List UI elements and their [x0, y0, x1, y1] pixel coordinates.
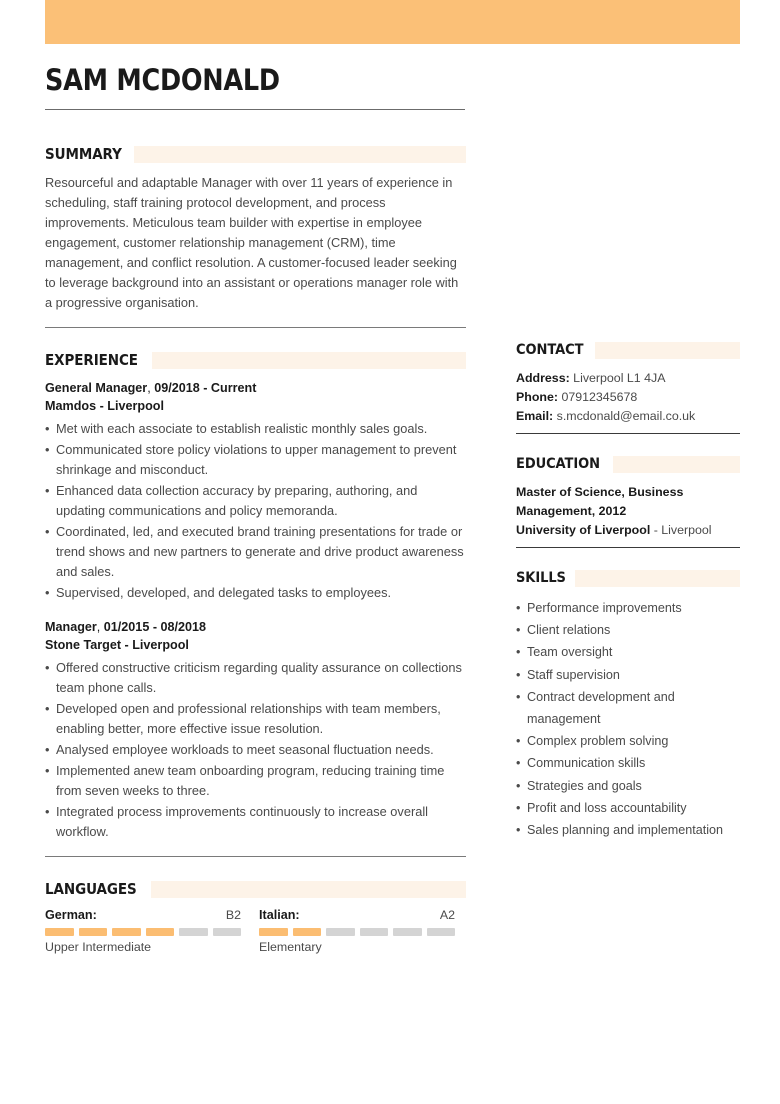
- summary-heading-highlight: [134, 146, 466, 163]
- spacer: [45, 328, 466, 350]
- contact-address-line: [516, 369, 740, 388]
- languages-heading-highlight: [151, 881, 466, 898]
- education-field: Business Management: [516, 485, 684, 518]
- job-bullet: • Supervised, developed, and delegated tasks to employees.: [45, 583, 466, 603]
- left-column: [45, 144, 466, 956]
- education-heading-highlight: [613, 456, 740, 473]
- job-separator: ,: [147, 381, 155, 395]
- language-item: [259, 908, 455, 956]
- education-section: [516, 454, 740, 548]
- proficiency-segment: [393, 928, 422, 936]
- job-bullet: • Offered constructive criticism regarding quality assurance on collections team phone calls.: [45, 658, 466, 698]
- summary-heading: [45, 144, 466, 164]
- experience-entry: [45, 379, 466, 603]
- job-bullets: [45, 658, 466, 842]
- spacer: [516, 548, 740, 568]
- job-title-line: [45, 618, 466, 636]
- contact-phone-label: Phone:: [516, 390, 558, 404]
- languages-heading-label: LANGUAGES: [45, 880, 137, 898]
- skill-item: • Profit and loss accountability: [516, 797, 740, 819]
- skill-item: • Team oversight: [516, 641, 740, 663]
- language-name: German:: [45, 908, 97, 922]
- education-field-separator: ,: [591, 504, 599, 518]
- experience-entry: [45, 618, 466, 842]
- contact-phone-line: [516, 388, 740, 407]
- language-proficiency-bars: [45, 928, 241, 936]
- job-separator: ,: [96, 620, 104, 634]
- skill-item: • Communication skills: [516, 752, 740, 774]
- skill-item: • Contract development and management: [516, 686, 740, 730]
- proficiency-segment: [360, 928, 389, 936]
- skill-item: • Staff supervision: [516, 664, 740, 686]
- contact-heading-highlight: [595, 342, 740, 359]
- contact-section: [516, 340, 740, 434]
- skills-heading-label: SKILLS: [516, 570, 566, 586]
- language-header-row: [45, 908, 241, 922]
- name-block: [45, 63, 465, 110]
- job-bullet: • Met with each associate to establish realistic monthly sales goals.: [45, 419, 466, 439]
- proficiency-segment: [79, 928, 108, 936]
- skill-item: • Performance improvements: [516, 597, 740, 619]
- languages-list: [45, 908, 466, 956]
- proficiency-segment: [293, 928, 322, 936]
- job-role: General Manager: [45, 381, 148, 395]
- summary-heading-label: SUMMARY: [45, 145, 122, 163]
- languages-heading: [45, 879, 466, 899]
- skills-heading-highlight: [575, 570, 740, 587]
- job-bullet: • Implemented anew team onboarding program, reducing training time from seven weeks to three.: [45, 761, 466, 801]
- education-heading-label: EDUCATION: [516, 456, 600, 472]
- proficiency-segment: [146, 928, 175, 936]
- education-institution: University of Liverpool: [516, 523, 651, 537]
- proficiency-segment: [45, 928, 74, 936]
- education-heading: [516, 454, 740, 474]
- proficiency-segment: [112, 928, 141, 936]
- spacer: [45, 604, 466, 618]
- education-degree-separator: ,: [621, 485, 629, 499]
- education-degree: Master of Science: [516, 485, 622, 499]
- contact-address-value: Liverpool L1 4JA: [573, 371, 666, 385]
- job-company: Stone Target - Liverpool: [45, 638, 189, 652]
- education-location: Liverpool: [661, 523, 712, 537]
- language-header-row: [259, 908, 455, 922]
- spacer: [516, 434, 740, 454]
- proficiency-segment: [213, 928, 242, 936]
- skill-item: • Client relations: [516, 619, 740, 641]
- summary-section: [45, 144, 466, 328]
- contact-heading-label: CONTACT: [516, 342, 584, 358]
- proficiency-segment: [259, 928, 288, 936]
- education-institution-line: [516, 521, 740, 540]
- contact-address-label: Address:: [516, 371, 570, 385]
- contact-email-value: s.mcdonald@email.co.uk: [556, 409, 696, 423]
- job-bullet: • Developed open and professional relationships with team members, enabling better, more effective issue resolution.: [45, 699, 466, 739]
- contact-email-label: Email:: [516, 409, 554, 423]
- job-dates: 01/2015 - 08/2018: [103, 620, 207, 634]
- job-company: Mamdos - Liverpool: [45, 399, 164, 413]
- experience-heading-label: EXPERIENCE: [45, 351, 138, 369]
- contact-email-line: [516, 407, 740, 426]
- language-level-code: B2: [225, 908, 241, 922]
- experience-heading-highlight: [152, 352, 466, 369]
- skill-item: • Complex problem solving: [516, 730, 740, 752]
- header-accent-bar: [45, 0, 740, 44]
- skills-section: [516, 568, 740, 841]
- proficiency-segment: [179, 928, 208, 936]
- language-item: [45, 908, 241, 956]
- name-divider: [45, 109, 465, 110]
- job-dates: 09/2018 - Current: [154, 381, 257, 395]
- job-bullet: • Enhanced data collection accuracy by preparing, authoring, and updating communications and policy memoranda.: [45, 481, 466, 521]
- skill-item: • Strategies and goals: [516, 775, 740, 797]
- job-bullet: • Analysed employee workloads to meet seasonal fluctuation needs.: [45, 740, 466, 760]
- experience-section: [45, 350, 466, 857]
- spacer: [45, 857, 466, 879]
- language-level-code: A2: [439, 908, 455, 922]
- contact-phone-value: 07912345678: [561, 390, 638, 404]
- proficiency-segment: [427, 928, 456, 936]
- language-description: Elementary: [259, 940, 322, 954]
- job-role: Manager: [45, 620, 97, 634]
- right-column: [516, 340, 740, 841]
- experience-heading: [45, 350, 466, 370]
- language-name: Italian:: [259, 908, 300, 922]
- education-institution-separator: -: [650, 523, 662, 537]
- language-description: Upper Intermediate: [45, 940, 152, 954]
- language-proficiency-bars: [259, 928, 455, 936]
- contact-heading: [516, 340, 740, 360]
- job-bullet: • Integrated process improvements continuously to increase overall workflow.: [45, 802, 466, 842]
- skills-heading: [516, 568, 740, 588]
- skill-item: • Sales planning and implementation: [516, 819, 740, 841]
- languages-section: [45, 879, 466, 956]
- job-bullets: [45, 419, 466, 603]
- page-title: SAM MCDONALD: [45, 63, 280, 97]
- skills-list: [516, 597, 740, 841]
- job-title-line: [45, 379, 466, 397]
- education-year: 2012: [598, 504, 627, 518]
- summary-text: Resourceful and adaptable Manager with over 11 years of experience in scheduling, staff training protocol development, and process improvements. Meticulous team builder with expertise in employee engagement, customer relationship management (CRM), time management, and conflict resolution. A customer-focused leader seeking to leverage background into an assistant or operations manager role with a progressive organisation.: [45, 175, 459, 310]
- job-bullet: • Communicated store policy violations to upper management to prevent shrinkage and misconduct.: [45, 440, 466, 480]
- education-degree-line: [516, 483, 740, 521]
- proficiency-segment: [326, 928, 355, 936]
- job-bullet: • Coordinated, led, and executed brand training presentations for trade or trend shows and new partners to generate and drive product awareness and sales.: [45, 522, 466, 582]
